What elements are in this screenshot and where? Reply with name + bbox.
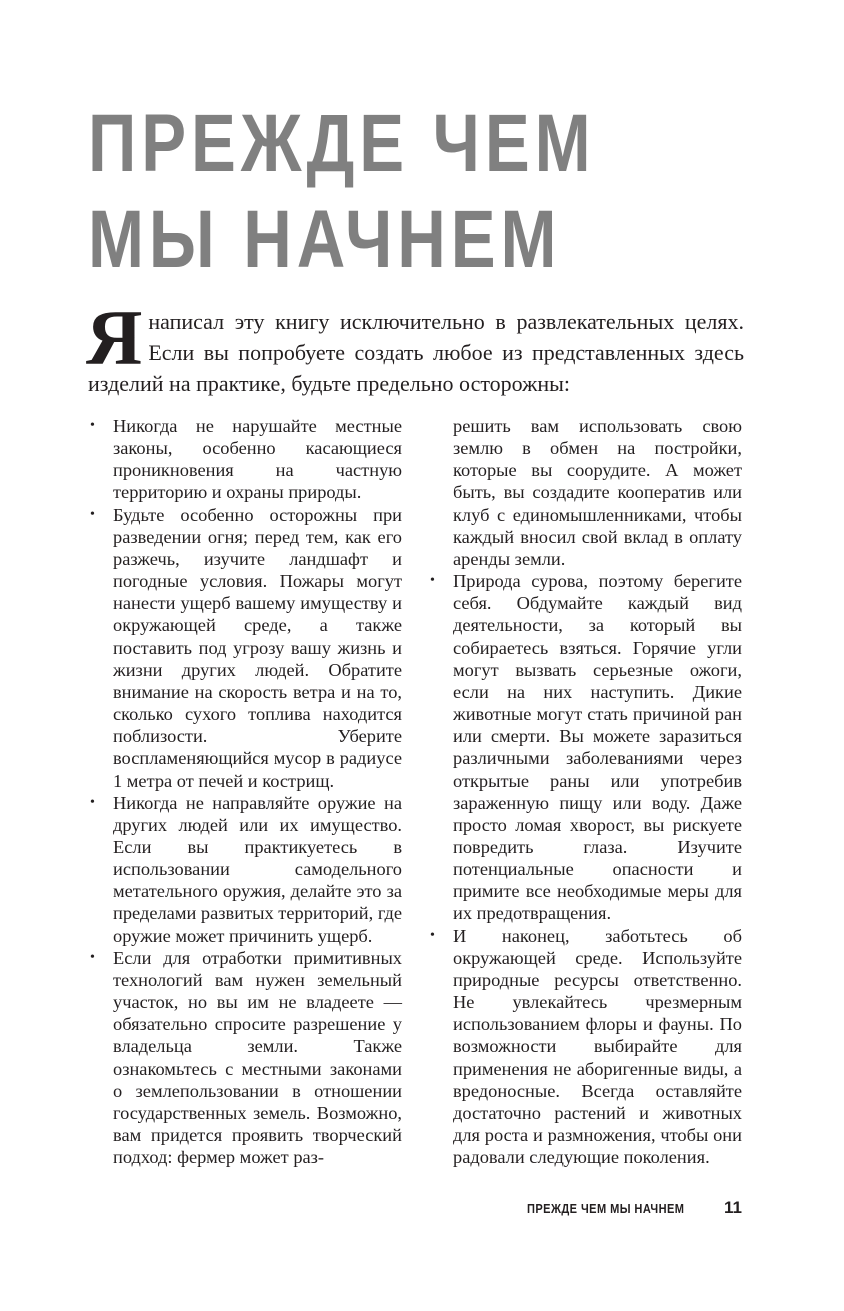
list-item: • Если для отработки примитивных технологий вам нужен земельный участок, но вы им не владеете — обязательно спросите разрешение у владельца земли. Также ознакомьтесь с местными законами о землепользовании в отношении государственных земель. Возможно, вам придется проявить творческий подход: фермер может раз- — [90, 947, 402, 1169]
drop-cap: Я — [86, 294, 143, 381]
list-item-continuation: решить вам использовать свою землю в обмен на постройки, которые вы соорудите. А может быть, вы создадите кооператив или клуб с единомышленниками, чтобы каждый вносил свой вклад в оплату аренды земли. — [453, 416, 742, 569]
list-item: • Никогда не направляйте оружие на других людей или их имущество. Если вы практикуетесь в использовании самодельного метательного оружия, делайте это за пределами развитых территорий, где оружие может причинить ущерб. — [90, 792, 402, 947]
intro-paragraph — [86, 294, 744, 399]
left-column — [90, 415, 402, 1168]
chapter-title-line-2: МЫ НАЧНЕМ — [88, 194, 562, 285]
intro-text: написал эту книгу исключительно в развлекательных целях. Если вы попробуете создать любое из представленных здесь изделий на практике, будьте предельно осторожны: — [88, 309, 744, 396]
list-item: • Будьте особенно осторожны при разведении огня; перед тем, как его разжечь, изучите ландшафт и погодные условия. Пожары могут нанести ущерб вашему имуществу и окружающей среде, а также поставить под угрозу вашу жизнь и жизни других людей. Обратите внимание на скорость ветра и на то, сколько сухого топлива находится поблизости. Уберите воспламеняющийся мусор в радиусе 1 метра от печей и кострищ. — [90, 504, 402, 792]
warning-list-right — [430, 570, 742, 1168]
list-item: • Никогда не нарушайте местные законы, особенно касающиеся проникновения на частную территорию и охраны природы. — [90, 415, 402, 504]
running-footer-title: ПРЕЖДЕ ЧЕМ МЫ НАЧНЕМ — [527, 1201, 685, 1216]
right-column — [430, 415, 742, 1168]
list-item: • И наконец, заботьтесь об окружающей среде. Используйте природные ресурсы ответственно. Не увлекайтесь чрезмерным использованием флоры и фауны. По возможности выбирайте для применения не аборигенные виды, а вредоносные. Всегда оставляйте достаточно растений и животных для роста и размножения, чтобы они радовали следующие поколения. — [430, 925, 742, 1169]
chapter-title — [88, 96, 662, 288]
list-item: • Природа сурова, поэтому берегите себя. Обдумайте каждый вид деятельности, за который вы собираетесь взяться. Горячие угли могут вызвать серьезные ожоги, если на них наступить. Дикие животные могут стать причиной ран или смерти. Вы можете заразиться различными заболеваниями через открытые раны или употребив зараженную пищу или воду. Даже просто ломая хворост, вы рискуете повредить глаза. Изучите потенциальные опасности и примите все необходимые меры для их предотвращения. — [430, 570, 742, 925]
warning-list-left — [90, 415, 402, 1168]
chapter-title-line-1: ПРЕЖДЕ ЧЕМ — [88, 98, 596, 189]
page-number: 11 — [724, 1198, 742, 1217]
